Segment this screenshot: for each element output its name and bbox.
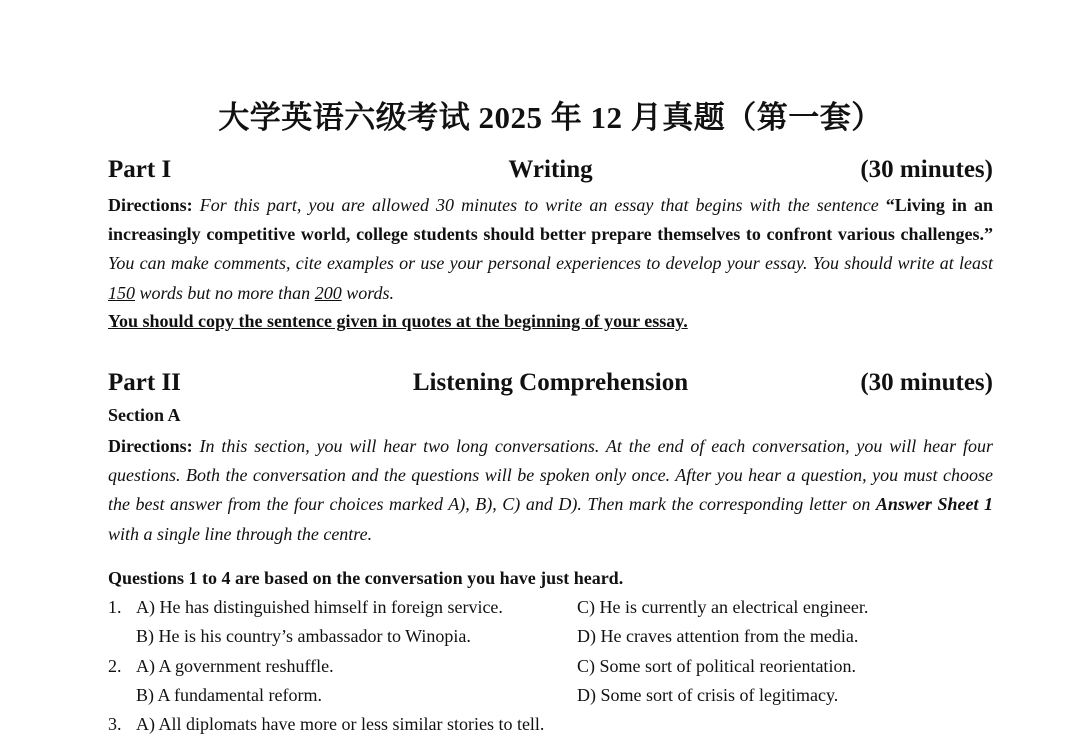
question-1-option-a: A) He has distinguished himself in foreign service. bbox=[136, 597, 503, 617]
part2-directions-label: Directions: bbox=[108, 436, 193, 456]
part2-directions-text1: In this section, you will hear two long conversations. At the end of each conversation, you will hear four questions. Both the conversation and the questions will be spoken only once. After you hear a question, you must choose the best answer from the four choices marked A), B), C) and D). Then mark the corresponding letter on bbox=[108, 436, 994, 515]
part1-directions-label: Directions: bbox=[108, 195, 193, 215]
question-1-number: 1. bbox=[108, 597, 122, 617]
part1-essay-prompt: “Living in an increasingly competitive world, college students should better prepare themselves to confront various challenges.” bbox=[108, 195, 993, 245]
question-1-row-2 bbox=[108, 626, 993, 655]
question-2-option-a: A) A government reshuffle. bbox=[136, 656, 334, 676]
part1-copy-note: You should copy the sentence given in quotes at the beginning of your essay. bbox=[108, 311, 688, 331]
part1-min-words: 150 bbox=[108, 282, 135, 303]
part1-directions-text4: words. bbox=[346, 282, 395, 303]
part2-name: Listening Comprehension bbox=[412, 369, 689, 396]
part1-max-words: 200 bbox=[314, 282, 342, 303]
part1-directions-text1: For this part, you are allowed 30 minutes to write an essay that begins with the sentence bbox=[199, 195, 879, 215]
part2-section-label: Section A bbox=[108, 405, 181, 425]
part2-number: Part II bbox=[108, 369, 181, 396]
question-1-option-c: C) He is currently an electrical engineer. bbox=[577, 597, 869, 617]
part2-directions bbox=[108, 432, 993, 549]
question-3-number: 3. bbox=[108, 714, 122, 734]
question-3-option-a: A) All diplomats have more or less similar stories to tell. bbox=[136, 714, 545, 734]
question-group-heading: Questions 1 to 4 are based on the conversation you have just heard. bbox=[108, 568, 624, 588]
part2-directions-text2: with a single line through the centre. bbox=[108, 523, 373, 544]
question-2-option-d: D) Some sort of crisis of legitimacy. bbox=[577, 685, 839, 705]
question-2-row-1 bbox=[108, 656, 993, 685]
part1-directions-text2: You can make comments, cite examples or use your personal experiences to develop your essay. You should write at least bbox=[108, 253, 993, 274]
question-2-row-2 bbox=[108, 685, 993, 714]
question-1-row-1 bbox=[108, 597, 993, 626]
exam-title: 大学英语六级考试 2025 年 12 月真题（第一套） bbox=[218, 100, 883, 135]
question-3-row-1 bbox=[108, 714, 993, 743]
part1-number: Part I bbox=[108, 156, 172, 183]
question-2-option-c: C) Some sort of political reorientation. bbox=[577, 656, 856, 676]
part1-directions bbox=[108, 191, 993, 308]
question-1-option-b: B) He is his country’s ambassador to Winopia. bbox=[136, 626, 471, 646]
part1-name: Writing bbox=[508, 156, 593, 183]
part1-header bbox=[108, 156, 993, 186]
question-2-option-b: B) A fundamental reform. bbox=[136, 685, 322, 705]
part2-answer-sheet: Answer Sheet 1 bbox=[875, 494, 993, 515]
question-2-number: 2. bbox=[108, 656, 122, 676]
part2-time: (30 minutes) bbox=[860, 369, 993, 396]
part1-directions-text3: words but no more than bbox=[139, 282, 311, 303]
part1-time: (30 minutes) bbox=[860, 156, 993, 183]
question-1-option-d: D) He craves attention from the media. bbox=[577, 626, 859, 646]
part2-header bbox=[108, 369, 993, 399]
